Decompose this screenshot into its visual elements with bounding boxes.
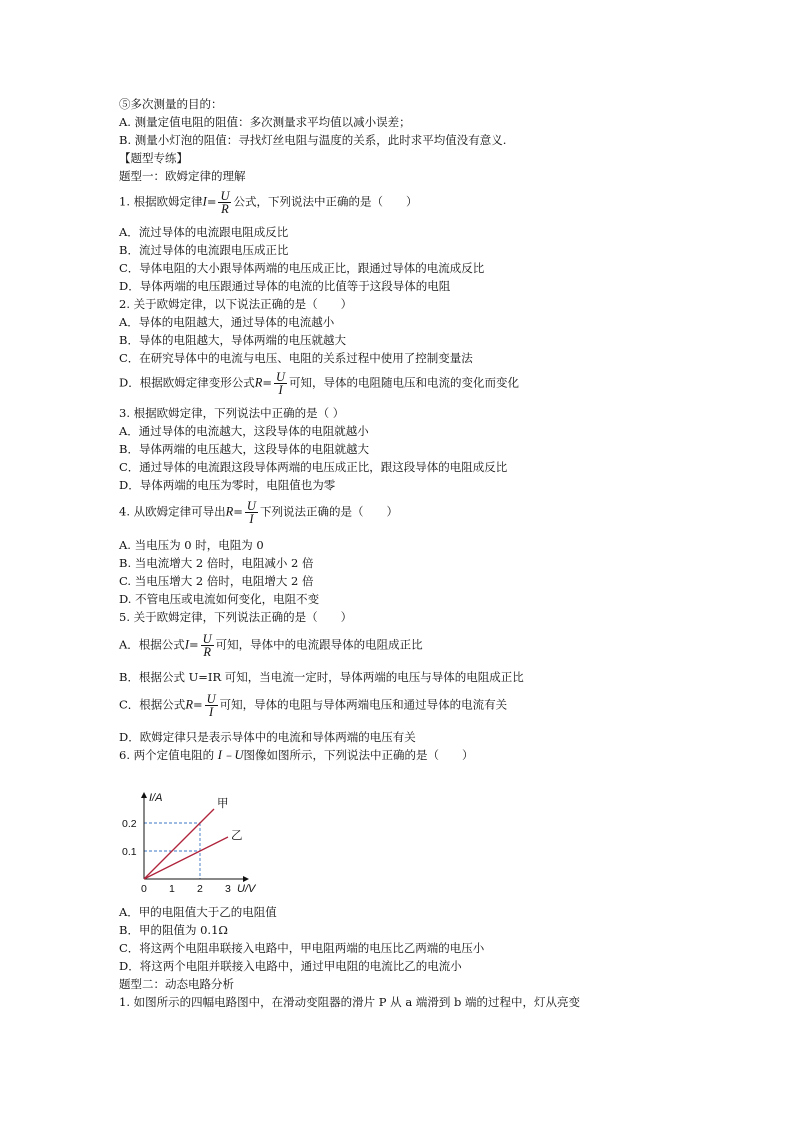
q5-opta-formula-den: R [203, 645, 211, 659]
series-line-1 [144, 837, 228, 879]
iu-chart [115, 762, 285, 902]
q1-option-b: B．流过导体的电流跟电压成正比 [119, 243, 289, 257]
q5-optc-formula-num: U [206, 692, 216, 706]
q6-option-c: C．将这两个电阻串联接入电路中，甲电阻两端的电压比乙两端的电压小 [119, 941, 485, 955]
q5-opta-formula-eq: = [188, 637, 199, 652]
q3-option-a: A．通过导体的电流越大，这段导体的电阻就越小 [119, 424, 369, 438]
q3-stem: 3. 根据欧姆定律，下列说法中正确的是（ ） [119, 406, 345, 420]
type2-title: 题型二：动态电路分析 [119, 977, 234, 991]
q4-option-c: C. 当电压增大 2 倍时，电阻增大 2 倍 [119, 574, 314, 588]
section-title: 【题型专练】 [119, 151, 188, 165]
series-line-0 [144, 809, 214, 879]
q6-stem-prefix: 6. 两个定值电阻的 [119, 748, 218, 762]
q1-formula-eq: = [206, 194, 217, 209]
q3-option-b: B．导体两端的电压越大，这段导体的电阻就越大 [119, 442, 369, 456]
q2-optd-suffix: 可知，导体的电阻随电压和电流的变化而变化 [289, 375, 520, 390]
x-axis-label: U/V [237, 883, 256, 895]
q4-stem [119, 500, 398, 525]
q2-formula-lhs: R [254, 375, 263, 390]
q2-formula-fraction [274, 371, 287, 396]
q4-formula-num: U [246, 499, 256, 513]
x-tick-label-2: 2 [197, 883, 203, 895]
q5-stem: 5. 关于欧姆定律，下列说法正确的是（ ） [119, 610, 353, 624]
q2-optd-prefix: D．根据欧姆定律变形公式 [119, 375, 255, 390]
y-tick-label-0: 0.1 [122, 846, 137, 858]
q3-option-c: C．通过导体的电流跟这段导体两端的电压成正比，跟这段导体的电阻成反比 [119, 460, 508, 474]
q4-option-b: B. 当电流增大 2 倍时，电阻减小 2 倍 [119, 556, 314, 570]
series-label-1: 乙 [231, 830, 243, 842]
q6-stem-italic: I﹣U [217, 748, 244, 762]
q4-formula-den: I [249, 512, 254, 526]
q5-opta-formula-num: U [202, 632, 212, 646]
q1-formula-den: R [221, 202, 229, 216]
q6-stem-suffix: 图像如图所示，下列说法中正确的是（ ） [243, 748, 474, 762]
q2-option-a: A．导体的电阻越大，通过导体的电流越小 [119, 315, 335, 329]
q5-option-d: D．欧姆定律只是表示导体中的电流和导体两端的电压有关 [119, 730, 416, 744]
q6-option-a: A．甲的电阻值大于乙的电阻值 [119, 905, 277, 919]
q2-option-b: B．导体的电阻越大，导体两端的电压就越大 [119, 333, 346, 347]
y-tick-label-1: 0.2 [122, 818, 137, 830]
intro-point-b: B. 测量小灯泡的阻值：寻找灯丝电阻与温度的关系，此时求平均值没有意义. [119, 133, 507, 147]
q2-formula-eq: = [262, 375, 273, 390]
q1-prefix: 1. 根据欧姆定律 [119, 194, 203, 209]
q5-option-a [119, 633, 423, 658]
q1-stem [119, 190, 417, 215]
q6-stem [119, 748, 474, 762]
q6-option-d: D．将这两个电阻并联接入电路中，通过甲电阻的电流比乙的电流小 [119, 959, 462, 973]
q5-opta-prefix: A．根据公式 [119, 637, 185, 652]
q4-prefix: 4. 从欧姆定律可导出 [119, 504, 226, 519]
q5-opta-formula-fraction [201, 633, 214, 658]
q4-formula-lhs: R [225, 504, 234, 519]
q2-stem: 2. 关于欧姆定律，以下说法正确的是（ ） [119, 297, 353, 311]
q1-option-c: C．导体电阻的大小跟导体两端的电压成正比，跟通过导体的电流成反比 [119, 261, 485, 275]
q2-option-d [119, 371, 519, 396]
q5-opta-formula-lhs: I [184, 637, 189, 652]
q5-optc-formula-lhs: R [185, 697, 193, 712]
q1-option-a: A．流过导体的电流跟电阻成反比 [119, 225, 289, 239]
type1-title: 题型一：欧姆定律的理解 [119, 169, 246, 183]
q1-formula-fraction [218, 190, 231, 215]
q5-optc-formula-den: I [209, 705, 214, 719]
q1-formula-num: U [220, 189, 230, 203]
q5-optc-prefix: C．根据公式 [119, 697, 186, 712]
q5-option-c [119, 693, 507, 718]
q5-opta-suffix: 可知，导体中的电流跟导体的电阻成正比 [215, 637, 423, 652]
y-axis-label: I/A [149, 792, 163, 804]
series-label-0: 甲 [217, 798, 229, 810]
q1-option-d: D．导体两端的电压跟通过导体的电流的比值等于这段导体的电阻 [119, 279, 451, 293]
q5-option-b: B．根据公式 U=IR 可知，当电流一定时，导体两端的电压与导体的电阻成正比 [119, 670, 524, 684]
q5-optc-formula-fraction [205, 693, 218, 718]
intro-point-a: A. 测量定值电阻的阻值：多次测量求平均值以减小误差； [119, 115, 411, 129]
q6-option-b: B．甲的阻值为 0.1Ω [119, 923, 228, 937]
q4-formula-fraction [245, 500, 258, 525]
x-tick-label-0: 0 [141, 883, 147, 895]
q1-formula-lhs: I [202, 194, 207, 209]
q2-option-c: C．在研究导体中的电流与电压、电阻的关系过程中使用了控制变量法 [119, 351, 473, 365]
x-tick-label-3: 3 [225, 883, 231, 895]
q4-suffix: 下列说法正确的是（ ） [259, 504, 398, 519]
q4-option-a: A. 当电压为 0 时，电阻为 0 [119, 538, 264, 552]
q5-optc-suffix: 可知，导体的电阻与导体两端电压和通过导体的电流有关 [219, 697, 508, 712]
q5-optc-formula-eq: = [192, 697, 203, 712]
q3-option-d: D．导体两端的电压为零时，电阻值也为零 [119, 478, 336, 492]
q4-formula-eq: = [233, 504, 243, 519]
x-tick-label-1: 1 [169, 883, 175, 895]
q2-formula-den: I [278, 383, 283, 397]
q7-stem: 1. 如图所示的四幅电路图中，在滑动变阻器的滑片 P 从 a 端滑到 b 端的过程中，灯从亮变 [119, 995, 581, 1009]
intro-point-5: ⑤多次测量的目的： [119, 97, 223, 111]
q2-formula-num: U [276, 370, 286, 384]
q4-option-d: D. 不管电压或电流如何变化，电阻不变 [119, 592, 320, 606]
q1-suffix: 公式，下列说法中正确的是（ ） [233, 194, 418, 209]
